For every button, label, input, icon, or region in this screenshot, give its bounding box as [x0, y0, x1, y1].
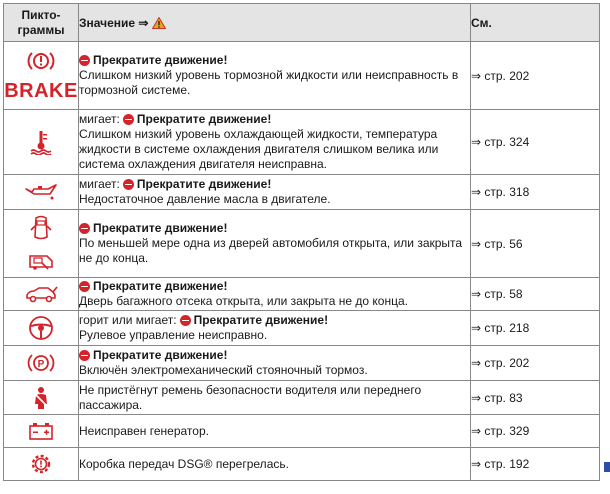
- table-row: [4, 415, 600, 448]
- stop-icon: [123, 179, 134, 190]
- table-row: [4, 311, 600, 346]
- seatbelt-icon: [4, 386, 78, 410]
- page-ref[interactable]: ⇒ стр. 202: [471, 42, 600, 110]
- stop-icon: [79, 350, 90, 361]
- table-row: [4, 210, 600, 278]
- stop-text: Прекратите движение!: [193, 313, 329, 327]
- meaning-text: По меньшей мере одна из дверей автомобиля открыта, или закрыта не до конца.: [79, 236, 463, 265]
- trunk-open-icon: [4, 285, 78, 303]
- meaning-text: Коробка передач DSG® перегрелась.: [79, 456, 289, 471]
- table-row: [4, 278, 600, 311]
- stop-icon: [123, 114, 134, 125]
- table-row: [4, 42, 600, 110]
- brake-text-icon: BRAKE: [4, 80, 78, 102]
- page-ref[interactable]: ⇒ стр. 318: [471, 175, 600, 210]
- brake-warning-icon: [27, 45, 55, 77]
- condition-text: горит или мигает:: [79, 313, 177, 327]
- stop-icon: [180, 315, 191, 326]
- stop-text: Прекратите движение!: [136, 112, 272, 126]
- door-open-icon: [30, 211, 52, 245]
- page-ref[interactable]: ⇒ стр. 324: [471, 110, 600, 175]
- warning-triangle-icon: [152, 17, 166, 29]
- page-ref[interactable]: ⇒ стр. 202: [471, 346, 600, 381]
- parking-brake-icon: [4, 351, 78, 375]
- condition-text: мигает:: [79, 112, 120, 126]
- oil-pressure-icon: [4, 184, 78, 200]
- header-pictograms: Пикто- граммы: [4, 4, 79, 42]
- meaning-text: Рулевое управление неисправно.: [79, 328, 268, 342]
- door-open-side-icon: [28, 245, 54, 277]
- meaning-text: Неисправен генератор.: [79, 423, 209, 438]
- battery-generator-icon: [4, 422, 78, 440]
- stop-text: Прекратите движение!: [136, 177, 272, 191]
- meaning-text: Слишком низкий уровень охлаждающей жидкости, температура жидкости в системе охлаждения двигателя слишком велика или система охлаждения двигателя неисправна.: [79, 127, 439, 171]
- page-edge-marker: [604, 462, 610, 472]
- page-ref[interactable]: ⇒ стр. 56: [471, 210, 600, 278]
- condition-text: мигает:: [79, 177, 120, 191]
- table-row: [4, 175, 600, 210]
- header-meaning: [79, 4, 471, 42]
- table-row: [4, 346, 600, 381]
- stop-icon: [79, 223, 90, 234]
- stop-text: Прекратите движение!: [93, 53, 228, 67]
- table-row: [4, 110, 600, 175]
- stop-icon: [79, 281, 90, 292]
- meaning-text: Дверь багажного отсека открыта, или закрыта не до конца.: [79, 294, 408, 308]
- gearbox-overheat-icon: [4, 452, 78, 476]
- page-ref[interactable]: ⇒ стр. 58: [471, 278, 600, 311]
- page-ref[interactable]: ⇒ стр. 192: [471, 448, 600, 481]
- stop-text: Прекратите движение!: [93, 279, 228, 293]
- table-row: [4, 381, 600, 415]
- meaning-text: Недостаточное давление масла в двигателе.: [79, 192, 331, 206]
- meaning-text: Включён электромеханический стояночный тормоз.: [79, 363, 368, 377]
- table-header-row: [4, 4, 600, 42]
- page-ref[interactable]: ⇒ стр. 329: [471, 415, 600, 448]
- warning-lights-table: [3, 3, 600, 481]
- meaning-text: Не пристёгнут ремень безопасности водителя или переднего пассажира.: [79, 382, 422, 412]
- coolant-temperature-icon: [4, 129, 78, 155]
- stop-text: Прекратите движение!: [93, 348, 228, 362]
- header-meaning-label: Значение ⇒: [79, 15, 149, 30]
- steering-fault-icon: [4, 315, 78, 341]
- page-ref[interactable]: ⇒ стр. 218: [471, 311, 600, 346]
- svg-text:P: P: [37, 359, 45, 370]
- table-row: [4, 448, 600, 481]
- header-see: См.: [471, 4, 600, 42]
- meaning-text: Слишком низкий уровень тормозной жидкости или неисправность в тормозной системе.: [79, 68, 459, 97]
- stop-text: Прекратите движение!: [93, 221, 228, 235]
- page-ref[interactable]: ⇒ стр. 83: [471, 381, 600, 415]
- stop-icon: [79, 55, 90, 66]
